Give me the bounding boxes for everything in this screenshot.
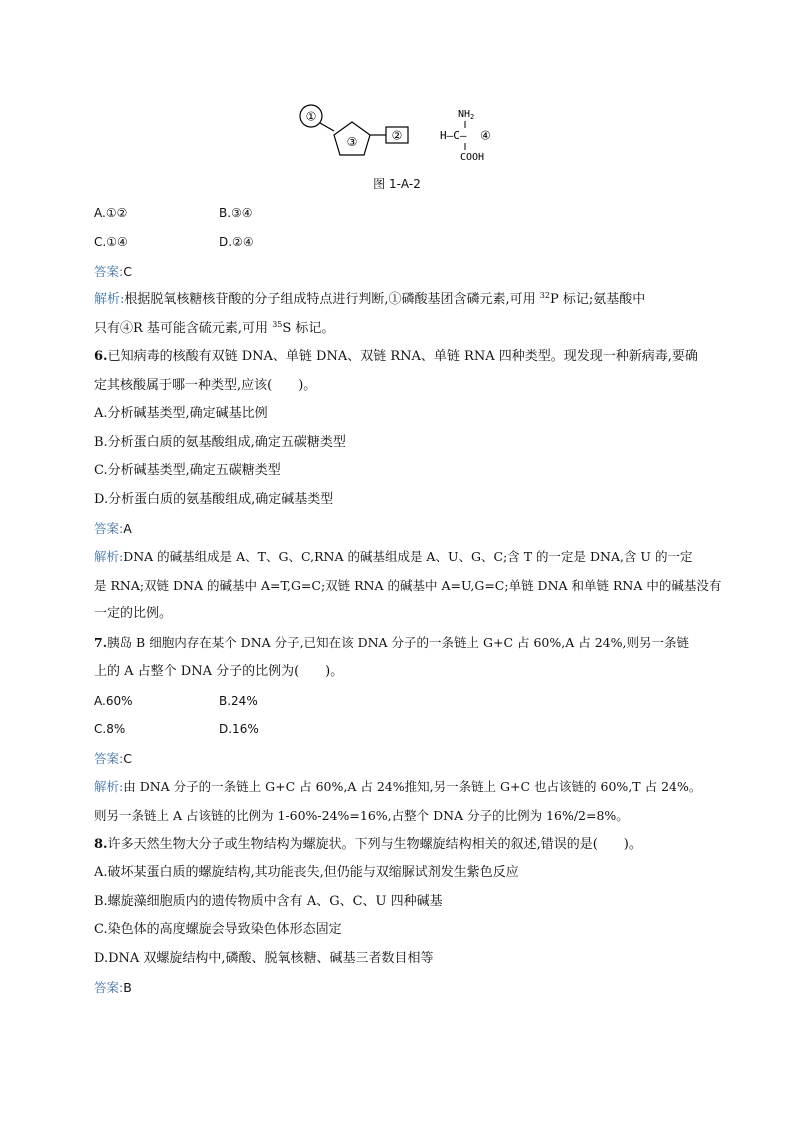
q5-option-a: A.①②	[94, 206, 128, 220]
q8-option-a: A.破坏某蛋白质的螺旋结构,其功能丧失,但仍能与双缩脲试剂发生紫色反应	[94, 865, 519, 880]
nucleotide-amino-acid-figure	[290, 100, 520, 175]
q7-explanation-line1: 解析:由 DNA 分子的一条链上 G+C 占 60%,A 占 24%推知,另一条链上 G+C 也占该链的 60%,T 占 24%。	[94, 779, 702, 794]
q5-option-d: D.②④	[219, 235, 254, 249]
q6-explanation-line1: 解析:DNA 的碱基组成是 A、T、G、C,RNA 的碱基组成是 A、U、G、C;含 T 的一定是 DNA,含 U 的一定	[94, 549, 693, 564]
q6-option-d: D.分析蛋白质的氨基酸组成,确定碱基类型	[94, 492, 334, 507]
nh2-text: $NH_2$	[458, 109, 475, 121]
q7-option-d: D.16%	[219, 722, 259, 736]
h-c-text: H—C—	[440, 129, 467, 142]
q5-answer: 答案:C	[94, 264, 132, 279]
q5-option-b: B.③④	[219, 206, 253, 220]
q6-option-a: A.分析碱基类型,确定碱基比例	[94, 406, 268, 421]
figure-caption: 图 1-A-2	[373, 177, 421, 191]
q8-option-b: B.螺旋藻细胞质内的遗传物质中含有 A、G、C、U 四种碱基	[94, 894, 443, 909]
q7-explanation-line2: 则另一条链上 A 占该链的比例为 1-60%-24%=16%,占整个 DNA 分子的比例为 16%/2=8%。	[94, 808, 629, 823]
q8-answer: 答案:B	[94, 980, 132, 995]
q6-explanation-line3: 一定的比例。	[94, 606, 173, 621]
q7-option-c: C.8%	[94, 722, 126, 736]
q8-option-d: D.DNA 双螺旋结构中,磷酸、脱氧核糖、碱基三者数目相等	[94, 951, 434, 966]
q6-answer: 答案:A	[94, 521, 132, 536]
label-4: ④	[480, 128, 491, 143]
q7-answer: 答案:C	[94, 751, 132, 766]
q6-explanation-line2: 是 RNA;双链 DNA 的碱基中 A=T,G=C;双链 RNA 的碱基中 A=U,G=C;单链 DNA 和单链 RNA 中的碱基没有	[94, 578, 722, 593]
q8-option-c: C.染色体的高度螺旋会导致染色体形态固定	[94, 922, 342, 937]
q7-option-b: B.24%	[219, 694, 258, 708]
q5-explanation-line2: 只有④R 基可能含硫元素,可用 $^{35}$S 标记。	[94, 320, 335, 336]
q7-stem-line2: 上的 A 占整个 DNA 分子的比例为( )。	[94, 664, 344, 679]
label-3: ③	[346, 135, 358, 149]
cooh-text: COOH	[460, 152, 485, 163]
q6-stem-line2: 定其核酸属于哪一种类型,应该( )。	[94, 378, 317, 393]
q7-option-a: A.60%	[94, 694, 133, 708]
q8-stem-line1: 8.许多天然生物大分子或生物结构为螺旋状。下列与生物螺旋结构相关的叙述,错误的是( )。	[94, 837, 642, 852]
q5-option-c: C.①④	[94, 235, 128, 249]
q7-stem-line1: 7.胰岛 B 细胞内存在某个 DNA 分子,已知在该 DNA 分子的一条链上 G+C 占 60%,A 占 24%,则另一条链	[94, 635, 689, 650]
q6-option-c: C.分析碱基类型,确定五碳糖类型	[94, 463, 281, 478]
q6-stem-line1: 6.已知病毒的核酸有双链 DNA、单链 DNA、双链 RNA、单链 RNA 四种类型。现发现一种新病毒,要确	[94, 349, 698, 364]
label-2: ②	[391, 128, 403, 143]
q6-option-b: B.分析蛋白质的氨基酸组成,确定五碳糖类型	[94, 435, 346, 450]
label-1: ①	[305, 109, 317, 124]
q5-explanation-line1: 解析:根据脱氧核糖核苷酸的分子组成特点进行判断,①磷酸基团含磷元素,可用 $^{32}$P 标记;氨基酸中	[94, 291, 646, 307]
